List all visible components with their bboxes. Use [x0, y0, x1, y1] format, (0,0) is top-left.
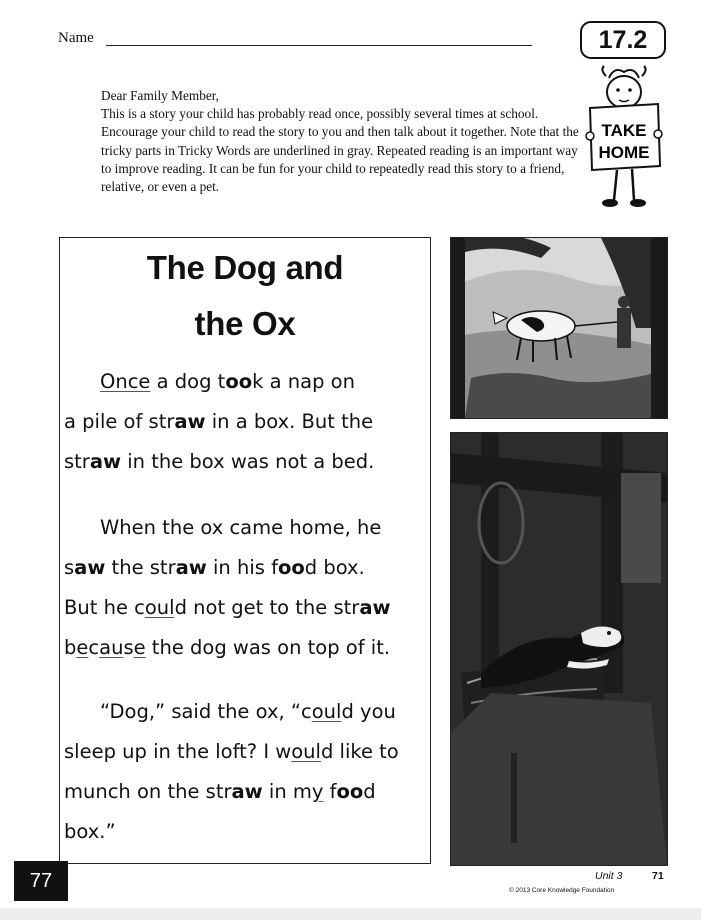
story-line — [64, 410, 373, 433]
bold-spelling: aw — [174, 410, 206, 433]
tricky-word-part: e — [76, 636, 89, 659]
story-text-segment: str — [64, 450, 90, 473]
story-text-segment: in the box was not a bed. — [121, 450, 375, 473]
bottom-margin-strip — [0, 908, 701, 920]
story-title — [60, 238, 430, 352]
story-text-segment: box.” — [64, 820, 116, 843]
story-line — [64, 596, 391, 619]
story-text-segment: sleep up in the loft? I w — [64, 740, 292, 763]
bold-spelling: oo — [336, 780, 364, 803]
tricky-word-part: au — [99, 636, 124, 659]
story-text-segment: a pile of str — [64, 410, 175, 433]
story-text-segment: s — [64, 556, 75, 579]
dog-and-ox-illustration — [450, 237, 668, 419]
story-line — [64, 740, 399, 763]
bold-spelling: oo — [225, 370, 253, 393]
story-text-segment: in a box. But the — [205, 410, 374, 433]
story-text-segment: d like to — [320, 740, 399, 763]
story-text-segment: the str — [105, 556, 176, 579]
story-box — [59, 237, 431, 864]
story-text-segment: a dog t — [150, 370, 226, 393]
story-line — [64, 636, 390, 659]
tricky-word-part: oul — [144, 596, 175, 619]
story-title-line-2: the Ox — [194, 305, 296, 342]
story-text-segment: “Dog,” said the ox, “c — [100, 700, 312, 723]
dog-on-straw-illustration — [450, 432, 668, 866]
story-text-segment: b — [64, 636, 77, 659]
folio-number: 71 — [652, 870, 664, 882]
tricky-word-part: y — [311, 780, 324, 803]
take-home-illustration — [584, 64, 664, 214]
story-text-segment: d box. — [304, 556, 365, 579]
story-text-segment: d you — [341, 700, 396, 723]
story-text-segment: s — [123, 636, 134, 659]
page-number: 77 — [14, 861, 68, 901]
bold-spelling: aw — [74, 556, 106, 579]
story-text-segment: When the ox came home, he — [100, 516, 382, 539]
story-text-segment: the dog was on top of it. — [145, 636, 391, 659]
take-home-text-2: HOME — [598, 143, 650, 162]
story-line — [64, 700, 396, 723]
bold-spelling: aw — [89, 450, 122, 473]
bold-spelling: aw — [231, 780, 263, 803]
bold-spelling: aw — [175, 556, 207, 579]
story-text-segment: f — [323, 780, 337, 803]
story-text-segment: munch on the str — [64, 780, 232, 803]
story-line — [64, 370, 355, 393]
tricky-word-part: oul — [291, 740, 321, 763]
story-text-segment: in m — [262, 780, 312, 803]
name-label: Name — [58, 30, 94, 46]
story-title-line-1: The Dog and — [146, 249, 344, 286]
story-text-segment: in his f — [206, 556, 278, 579]
story-line — [64, 450, 374, 473]
tricky-word-part: oul — [311, 700, 342, 723]
take-home-text-1: TAKE — [601, 121, 647, 140]
name-blank-line — [106, 45, 532, 46]
story-line — [64, 820, 116, 843]
story-text-segment: k a nap on — [252, 370, 355, 393]
story-text-segment: c — [88, 636, 100, 659]
copyright-notice: © 2013 Core Knowledge Foundation — [509, 887, 615, 894]
story-line — [64, 780, 376, 803]
family-letter — [101, 87, 591, 196]
tricky-word-part: e — [133, 636, 146, 659]
story-line — [64, 516, 381, 539]
bold-spelling: oo — [277, 556, 305, 579]
tricky-word-part: Once — [100, 370, 151, 393]
story-text-segment: But he c — [64, 596, 145, 619]
story-text-segment: d not get to the str — [174, 596, 360, 619]
story-text-segment: d — [363, 780, 376, 803]
unit-label: Unit 3 — [595, 870, 623, 882]
lesson-badge: 17.2 — [580, 21, 666, 59]
letter-body: This is a story your child has probably read once, possibly several times at school. Encourage your child to read the story to you and then talk about it together. Note that the tricky parts in Tricky Words are underlined in gray. Repeated reading is an important way to improve reading. It can be fun for your child to repeatedly read this story to a friend, relative, or even a pet. — [101, 106, 579, 195]
story-line — [64, 556, 365, 579]
bold-spelling: aw — [359, 596, 391, 619]
letter-greeting: Dear Family Member, — [101, 88, 219, 103]
